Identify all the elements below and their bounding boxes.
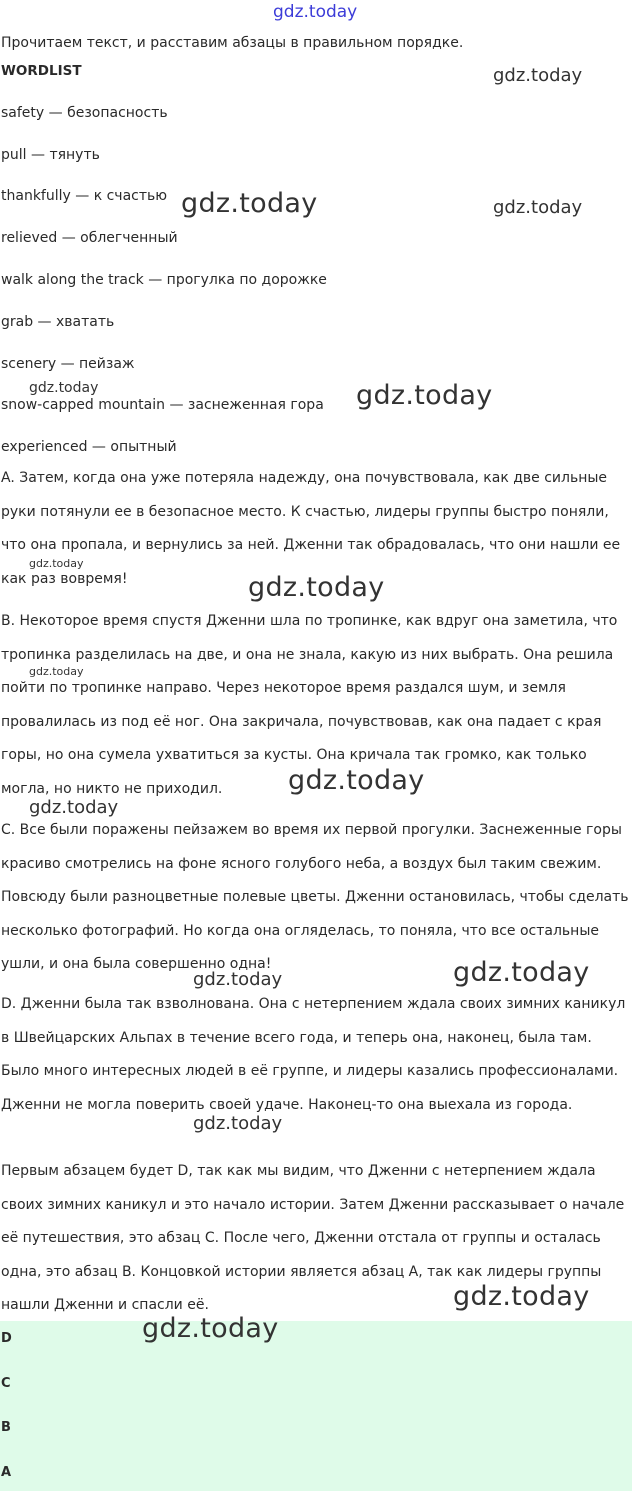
wordlist-title: WORDLIST (1, 63, 82, 79)
watermark: gdz.today (493, 65, 583, 86)
watermark: gdz.today (181, 188, 318, 219)
answer-item: A (1, 1465, 12, 1480)
watermark: gdz.today (453, 1281, 590, 1312)
answer-block (0, 1321, 632, 1491)
watermark: gdz.today (29, 380, 99, 396)
watermark: gdz.today (142, 1313, 279, 1344)
answer-item: B (1, 1420, 11, 1435)
watermark: gdz.today (193, 1113, 283, 1134)
wordlist-item: pull — тянуть (1, 147, 100, 163)
watermark: gdz.today (193, 969, 283, 990)
watermark: gdz.today (29, 665, 84, 678)
watermark: gdz.today (493, 197, 583, 218)
watermark: gdz.today (29, 557, 84, 570)
wordlist-item: thankfully — к счастью (1, 188, 168, 204)
wordlist-item: experienced — опытный (1, 439, 177, 455)
answer-item: D (1, 1331, 12, 1346)
watermark: gdz.today (453, 957, 590, 988)
paragraph-a: A. Затем, когда она уже потеряла надежду, она почувствовала, как две сильные руки потянули ее в безопасное место. К счастью, лидеры группы быстро поняли, что она пропала, и вернулись за ней. Дженни так обрадовалась, что они нашли ее как раз вовремя! (1, 470, 621, 587)
wordlist-item: scenery — пейзаж (1, 356, 135, 372)
intro-text: Прочитаем текст, и расставим абзацы в правильном порядке. (1, 35, 464, 51)
paragraph-b: B. Некоторое время спустя Дженни шла по тропинке, как вдруг она заметила, что тропинка разделилась на две, и она не знала, какую из них выбрать. Она решила пойти по тропинке направо. Через некоторое время раздался шум, и земля провалилась из под её ног. Она закричала, почувствовав, как она падает с края горы, но она сумела ухватиться за кусты. Она кричала так громко, как только могла, но никто не приходил. (1, 613, 618, 797)
explanation-text: Первым абзацем будет D, так как мы видим, что Дженни с нетерпением ждала своих зимних каникул и это начало истории. Затем Дженни рассказывает о начале её путешествия, это абзац C. После чего, Дженни отстала от группы и осталась одна, это абзац B. Концовкой истории является абзац A, так как лидеры группы нашли Дженни и спасли её. (1, 1163, 625, 1313)
paragraph-c: C. Все были поражены пейзажем во время их первой прогулки. Заснеженные горы красиво смотрелись на фоне ясного голубого неба, а воздух был таким свежим. Повсюду были разноцветные полевые цветы. Дженни остановилась, чтобы сделать несколько фотографий. Но когда она огляделась, то поняла, что все остальные ушли, и она была совершенно одна! (1, 822, 629, 972)
watermark: gdz.today (248, 572, 385, 603)
wordlist-item: walk along the track — прогулка по дорожке (1, 272, 327, 288)
wordlist-item: snow-capped mountain — заснеженная гора (1, 397, 324, 413)
wordlist-item: grab — хватать (1, 314, 115, 330)
watermark: gdz.today (29, 797, 119, 818)
wordlist-item: safety — безопасность (1, 105, 168, 121)
wordlist-item: relieved — облегченный (1, 230, 178, 246)
watermark-top: gdz.today (273, 2, 358, 22)
answer-item: C (1, 1376, 11, 1391)
paragraph-d: D. Дженни была так взволнована. Она с нетерпением ждала своих зимних каникул в Швейцарских Альпах в течение всего года, и теперь она, наконец, была там. Было много интересных людей в её группе, и лидеры казались профессионалами. Дженни не могла поверить своей удаче. Наконец-то она выехала из города. (1, 996, 626, 1113)
watermark: gdz.today (356, 380, 493, 411)
watermark: gdz.today (288, 765, 425, 796)
